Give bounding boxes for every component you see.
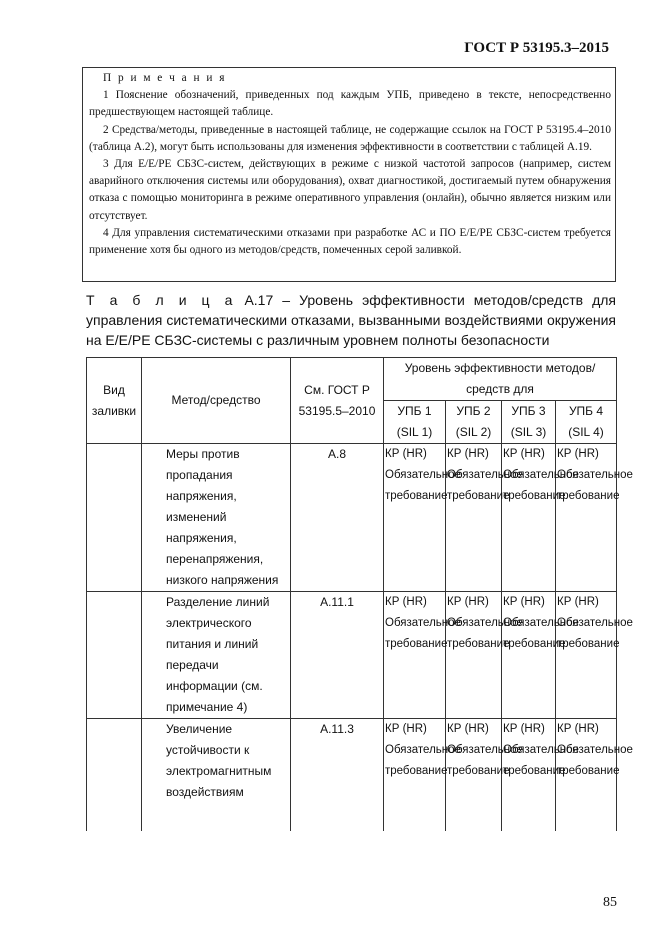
- table-caption: [86, 290, 616, 350]
- effect-cell: КР (HR) Обязательное требование: [502, 592, 556, 719]
- effect-cell: КР (HR) Обязательное требование: [556, 444, 617, 592]
- effect-cell: КР (HR) Обязательное требование: [384, 719, 446, 831]
- table-caption-label: Т а б л и ц а: [86, 292, 236, 308]
- effect-cell: КР (HR) Обязательное требование: [446, 719, 502, 831]
- method-cell: Разделение линий электрического питания и линий передачи информации (см. примечание 4): [142, 592, 291, 719]
- notes-title: П р и м е ч а н и я: [103, 72, 227, 84]
- notes-box: [82, 67, 616, 282]
- effect-cell: КР (HR) Обязательное требование: [384, 444, 446, 592]
- fill-cell: [87, 719, 142, 831]
- table-row: [87, 719, 617, 831]
- ref-cell: А.8: [291, 444, 384, 592]
- page-number: 85: [603, 895, 617, 910]
- table-row: [87, 444, 617, 592]
- table-row: [87, 592, 617, 719]
- note-1: 1 Пояснение обозначений, приведенных под каждым УПБ, приведено в тексте, непосредственно предшествующем настоящей таблице.: [89, 89, 611, 119]
- header-upb1: УПБ 1 (SIL 1): [384, 401, 446, 444]
- header-method: Метод/средство: [142, 358, 291, 444]
- effect-cell: КР (HR) Обязательное требование: [556, 592, 617, 719]
- header-ref: См. ГОСТ Р 53195.5–2010: [291, 358, 384, 444]
- effect-cell: КР (HR) Обязательное требование: [384, 592, 446, 719]
- ref-cell: А.11.1: [291, 592, 384, 719]
- standard-number: ГОСТ Р 53195.3–2015: [464, 40, 609, 56]
- effect-cell: КР (HR) Обязательное требование: [502, 719, 556, 831]
- effectiveness-table: [86, 357, 633, 831]
- fill-cell: [87, 592, 142, 719]
- note-2: 2 Средства/методы, приведенные в настоящей таблице, не содержащие ссылок на ГОСТ Р 53195.4–2010 (таблица А.2), могут быть использованы для изменения эффективности в соответствии с таблицей А.19.: [89, 123, 611, 153]
- effect-cell: КР (HR) Обязательное требование: [556, 719, 617, 831]
- method-cell: Увеличение устойчивости к электромагнитным воздействиям: [142, 719, 291, 831]
- note-3: 3 Для E/E/PE СБЗС-систем, действующих в режиме с низкой частотой запросов (например, систем аварийного отключения системы или оборудования), охват диагностикой, достигаемый путем обнаружения отказа с помощью мониторинга в режиме оперативного управления (онлайн), обычно является низким или отсутствует.: [89, 158, 611, 222]
- note-4: 4 Для управления систематическими отказами при разработке АС и ПО E/E/PE СБЗС-систем требуется применение хотя бы одного из методов/средств, помеченных серой заливкой.: [89, 226, 611, 257]
- header-upb3: УПБ 3 (SIL 3): [502, 401, 556, 444]
- method-cell: Меры против пропадания напряжения, изменений напряжения, перенапряжения, низкого напряжения: [142, 444, 291, 592]
- ref-cell: А.11.3: [291, 719, 384, 831]
- header-upb4: УПБ 4 (SIL 4): [556, 401, 617, 444]
- header-upb2: УПБ 2 (SIL 2): [446, 401, 502, 444]
- header-fill: Вид заливки: [87, 358, 142, 444]
- effect-cell: КР (HR) Обязательное требование: [446, 592, 502, 719]
- effect-cell: КР (HR) Обязательное требование: [446, 444, 502, 592]
- fill-cell: [87, 444, 142, 592]
- table-caption-text: А.17 – Уровень эффективности методов/средств для управления систематическими отказами, вызванными воздействиями окружения на E/E/PE СБЗС-системы с различным уровнем полноты безопасности: [86, 292, 617, 348]
- header-level: Уровень эффективности методов/ средств для: [384, 358, 617, 401]
- effect-cell: КР (HR) Обязательное требование: [502, 444, 556, 592]
